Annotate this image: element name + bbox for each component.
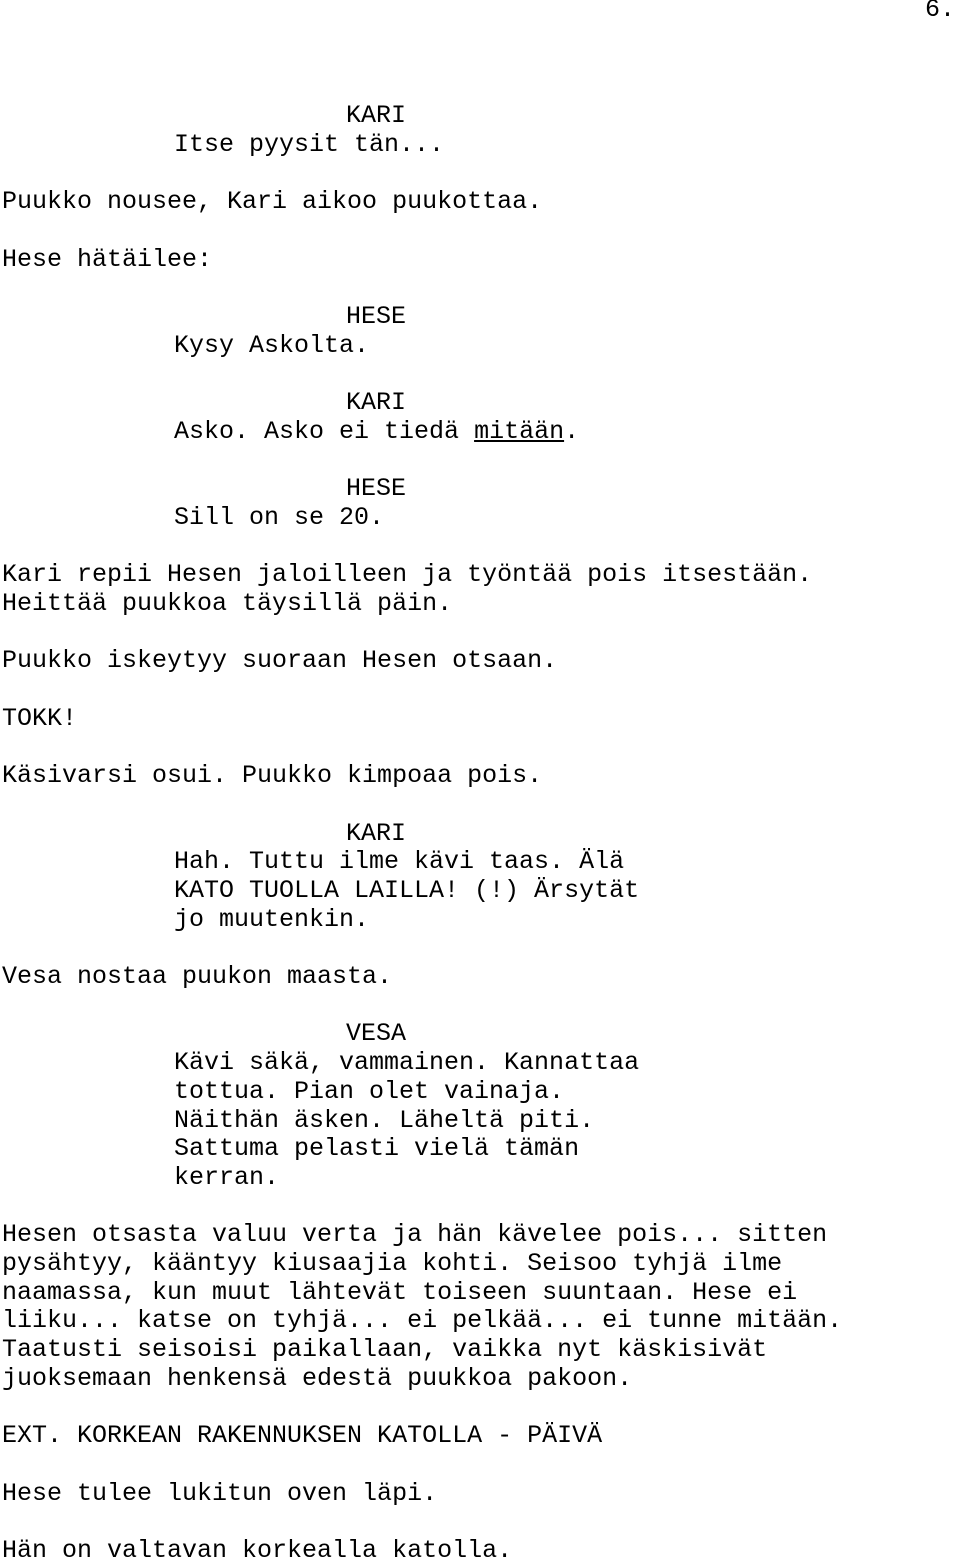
action-line: Puukko iskeytyy suoraan Hesen otsaan. (2, 646, 558, 676)
dialogue-line: Sill on se 20. (174, 502, 385, 532)
action-line: Hesen otsasta valuu verta ja hän kävelee pois... sitten (2, 1220, 828, 1250)
action-line: Heittää puukkoa täysillä päin. (2, 588, 453, 618)
page-number: 6. (924, 0, 955, 24)
action-line: pysähtyy, kääntyy kiusaajia kohti. Seisoo tyhjä ilme (2, 1249, 783, 1278)
dialogue-line: jo muutenkin. (174, 904, 370, 934)
action-line: EXT. KORKEAN RAKENNUKSEN KATOLLA - PÄIVÄ (2, 1421, 603, 1451)
dialogue-line: Asko. Asko ei tiedä mitään. (174, 416, 580, 446)
dialogue-line: Sattuma pelasti vielä tämän (174, 1134, 580, 1164)
dialogue-line: Hah. Tuttu ilme kävi taas. Älä (174, 847, 625, 877)
character-cue: HESE (346, 301, 407, 331)
action-line: Puukko nousee, Kari aikoo puukottaa. (2, 187, 543, 217)
character-cue: VESA (346, 1019, 407, 1049)
action-line: Käsivarsi osui. Puukko kimpoaa pois. (2, 761, 543, 791)
action-line: Hän on valtavan korkealla katolla. (2, 1536, 513, 1565)
character-cue: HESE (346, 474, 407, 504)
character-cue: KARI (346, 388, 407, 417)
dialogue-line: KATO TUOLLA LAILLA! (!) Ärsytät (174, 875, 640, 905)
action-line: juoksemaan henkensä edestä puukkoa pakoon. (2, 1363, 633, 1393)
action-line: TOKK! (2, 703, 78, 733)
dialogue-line: Kävi säkä, vammainen. Kannattaa (174, 1048, 640, 1078)
action-line: Kari repii Hesen jaloilleen ja työntää pois itsestään. (2, 560, 813, 590)
underlined-word: mitään (474, 416, 565, 446)
action-line: Hese tulee lukitun oven läpi. (2, 1478, 438, 1508)
character-cue: KARI (346, 101, 407, 130)
character-cue: KARI (346, 818, 407, 848)
action-line: Taatusti seisoisi paikallaan, vaikka nyt käskisivät (2, 1335, 768, 1365)
dialogue-line: kerran. (174, 1162, 280, 1192)
dialogue-line: Kysy Askolta. (174, 330, 370, 360)
action-line: naamassa, kun muut lähtevät toiseen suuntaan. Hese ei (2, 1277, 798, 1307)
dialogue-line: tottua. Pian olet vainaja. (174, 1076, 565, 1106)
action-line: Vesa nostaa puukon maasta. (2, 962, 393, 991)
action-line: Hese hätäilee: (2, 244, 213, 274)
dialogue-line: Itse pyysit tän... (174, 129, 445, 159)
dialogue-line: Näithän äsken. Läheltä piti. (174, 1105, 595, 1135)
action-line: liiku... katse on tyhjä... ei pelkää... ei tunne mitään. (2, 1306, 843, 1336)
